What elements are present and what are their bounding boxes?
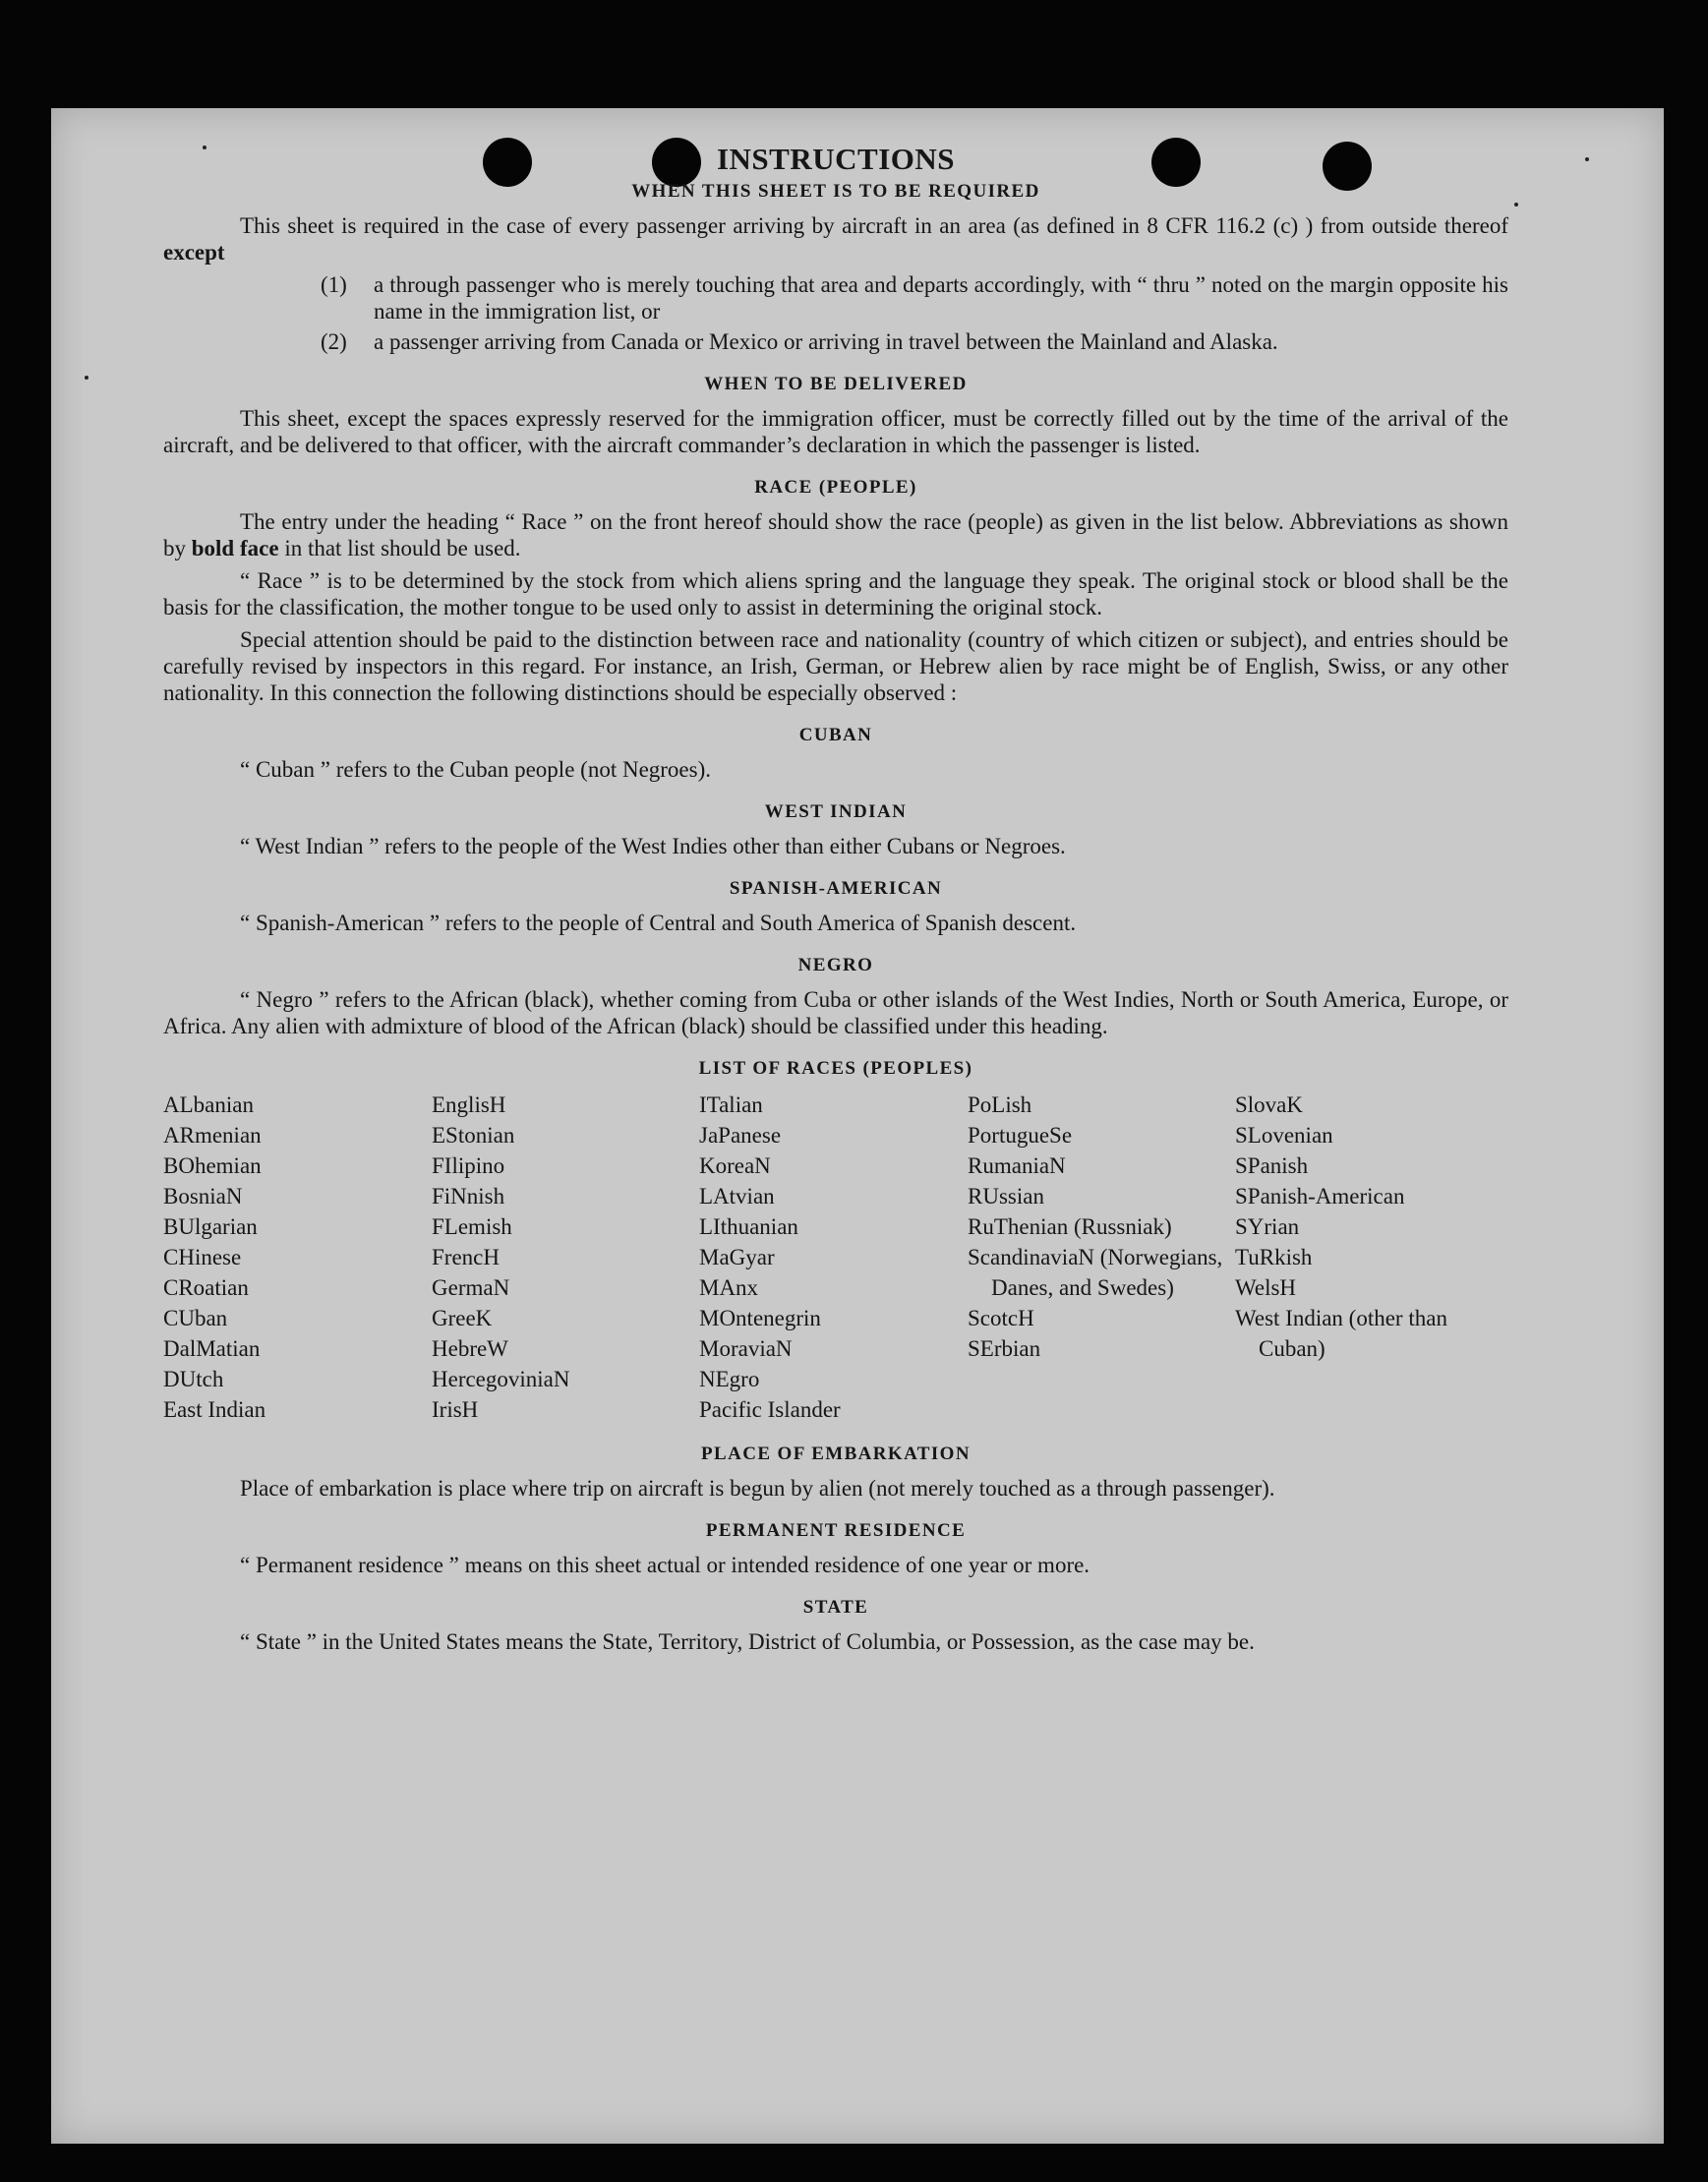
race-entry: Pacific Islander xyxy=(699,1397,841,1422)
section-heading-negro: NEGRO xyxy=(797,955,874,975)
race-entry: CUban xyxy=(163,1306,228,1330)
list-text: a through passenger who is merely touching that area and departs accordingly, with “ thru ” noted on the margin opposite his name in the immigration list, or xyxy=(374,272,1508,324)
race-entry: JaPanese xyxy=(699,1123,782,1148)
race-entry: MAnx xyxy=(699,1275,759,1300)
race-entry: FIlipino xyxy=(432,1153,505,1178)
list-number: (2) xyxy=(321,329,347,354)
list-number: (1) xyxy=(321,272,347,297)
race-entry: ScotcH xyxy=(968,1306,1034,1330)
section-heading-state: STATE xyxy=(802,1597,869,1618)
race-entry: SlovaK xyxy=(1235,1092,1303,1117)
race-entry: ALbanian xyxy=(163,1092,254,1117)
race-entry: MOntenegrin xyxy=(699,1306,821,1330)
section-heading-spanish-american: SPANISH-AMERICAN xyxy=(729,878,943,899)
race-entry: CHinese xyxy=(163,1245,242,1269)
race-entry: IrisH xyxy=(432,1397,479,1422)
list-item xyxy=(321,271,1508,324)
section-heading-race: RACE (PEOPLE) xyxy=(754,477,917,498)
page-title: INSTRUCTIONS xyxy=(716,142,955,176)
race-entry: FrencH xyxy=(432,1245,500,1269)
race-entry: WelsH xyxy=(1235,1275,1297,1300)
paper-speck xyxy=(85,376,88,380)
section-heading-permanent-residence: PERMANENT RESIDENCE xyxy=(705,1520,967,1541)
list-item xyxy=(321,328,1508,355)
race-entry: DUtch xyxy=(163,1367,224,1391)
section-heading-delivered: WHEN TO BE DELIVERED xyxy=(704,374,968,394)
race-entry: EStonian xyxy=(432,1123,515,1148)
races-column xyxy=(968,1090,1235,1425)
race-entry: RumaniaN xyxy=(968,1153,1066,1178)
race-entry: SErbian xyxy=(968,1336,1041,1361)
race-p1-bold: bold face xyxy=(191,536,279,560)
race-entry: KoreaN xyxy=(699,1153,771,1178)
race-entry: LIthuanian xyxy=(699,1214,798,1239)
race-entry: BOhemian xyxy=(163,1153,262,1178)
race-entry: TuRkish xyxy=(1235,1245,1313,1269)
race-entry: MoraviaN xyxy=(699,1336,793,1361)
race-entry: ITalian xyxy=(699,1092,763,1117)
race-entry: FiNnish xyxy=(432,1184,505,1209)
race-entry: GreeK xyxy=(432,1306,493,1330)
race-entry: RuThenian (Russniak) xyxy=(968,1214,1172,1239)
west-indian-paragraph: “ West Indian ” refers to the people of the West Indies other than either Cubans or Negroes. xyxy=(240,834,1066,858)
cuban-paragraph: “ Cuban ” refers to the Cuban people (not Negroes). xyxy=(240,757,712,782)
section-heading-west-indian: WEST INDIAN xyxy=(764,801,908,822)
permanent-residence-paragraph: “ Permanent residence ” means on this sheet actual or intended residence of one year or more. xyxy=(240,1553,1090,1577)
race-paragraph-2: “ Race ” is to be determined by the stock from which aliens spring and the language they speak. The original stock or blood shall be the basis for the classification, the mother tongue to be used only to assist in determining the original stock. xyxy=(163,568,1508,619)
delivered-paragraph: This sheet, except the spaces expressly reserved for the immigration officer, must be correctly filled out by the time of the arrival of the aircraft, and be delivered to that officer, with the aircraft commander’s declaration in which the passenger is listed. xyxy=(163,406,1508,457)
race-entry: RUssian xyxy=(968,1184,1044,1209)
race-entry: SPanish xyxy=(1235,1153,1309,1178)
section-heading-embarkation: PLACE OF EMBARKATION xyxy=(701,1444,971,1464)
race-paragraph-1 xyxy=(163,508,1508,561)
race-entry: GermaN xyxy=(432,1275,510,1300)
state-paragraph: “ State ” in the United States means the State, Territory, District of Columbia, or Possession, as the case may be. xyxy=(240,1629,1255,1654)
race-entry: West Indian (other than Cuban) xyxy=(1235,1306,1447,1361)
instructions-content xyxy=(163,142,1508,1661)
race-entry: HercegoviniaN xyxy=(432,1367,570,1391)
embarkation-paragraph: Place of embarkation is place where trip on aircraft is begun by alien (not merely touched as a through passenger). xyxy=(240,1476,1275,1501)
race-entry: PoLish xyxy=(968,1092,1032,1117)
race-entry: EnglisH xyxy=(432,1092,506,1117)
race-entry: SLovenian xyxy=(1235,1123,1333,1148)
race-entry: ScandinaviaN (Norwegians, Danes, and Swedes) xyxy=(968,1245,1223,1300)
race-entry: SPanish-American xyxy=(1235,1184,1405,1209)
race-entry: ARmenian xyxy=(163,1123,262,1148)
races-column xyxy=(163,1090,432,1425)
race-p1-before: The entry under the heading “ Race ” on the front hereof should show the race (people) as given in the list below. Abbreviations as shown by xyxy=(163,509,1508,560)
races-list xyxy=(163,1090,1508,1425)
paper-speck xyxy=(1585,157,1589,161)
race-entry: SYrian xyxy=(1235,1214,1300,1239)
required-intro-text: This sheet is required in the case of every passenger arriving by aircraft in an area (as defined in 8 CFR 116.2 (c) ) from outside thereof xyxy=(240,213,1508,238)
section-heading-cuban: CUBAN xyxy=(798,725,873,745)
race-entry: DalMatian xyxy=(163,1336,261,1361)
race-entry: CRoatian xyxy=(163,1275,249,1300)
list-text: a passenger arriving from Canada or Mexico or arriving in travel between the Mainland and Alaska. xyxy=(374,329,1278,354)
paper-speck xyxy=(1514,203,1518,206)
required-intro xyxy=(163,212,1508,265)
race-paragraph-3: Special attention should be paid to the distinction between race and nationality (country of which citizen or subject), and entries should be carefully revised by inspectors in this regard. For instance, an Irish, German, or Hebrew alien by race might be of English, Swiss, or any other nationality. In this connection the following distinctions should be especially observed : xyxy=(163,627,1508,705)
race-entry: BUlgarian xyxy=(163,1214,258,1239)
race-entry: MaGyar xyxy=(699,1245,775,1269)
section-heading-list-of-races: LIST OF RACES (PEOPLES) xyxy=(698,1058,973,1079)
races-column xyxy=(432,1090,699,1425)
race-entry: FLemish xyxy=(432,1214,512,1239)
section-heading-required: WHEN THIS SHEET IS TO BE REQUIRED xyxy=(631,181,1040,202)
race-entry: BosniaN xyxy=(163,1184,243,1209)
race-entry: East Indian xyxy=(163,1397,266,1422)
spanish-american-paragraph: “ Spanish-American ” refers to the people of Central and South America of Spanish descent. xyxy=(240,911,1077,935)
negro-paragraph: “ Negro ” refers to the African (black), whether coming from Cuba or other islands of the West Indies, North or South America, Europe, or Africa. Any alien with admixture of blood of the African (black) should be classified under this heading. xyxy=(163,987,1508,1038)
race-entry: LAtvian xyxy=(699,1184,775,1209)
race-p1-after: in that list should be used. xyxy=(284,536,521,560)
races-column xyxy=(699,1090,968,1425)
required-intro-emphasis: except xyxy=(163,240,225,265)
race-entry: HebreW xyxy=(432,1336,508,1361)
race-entry: NEgro xyxy=(699,1367,760,1391)
race-entry: PortugueSe xyxy=(968,1123,1073,1148)
races-column xyxy=(1235,1090,1508,1425)
